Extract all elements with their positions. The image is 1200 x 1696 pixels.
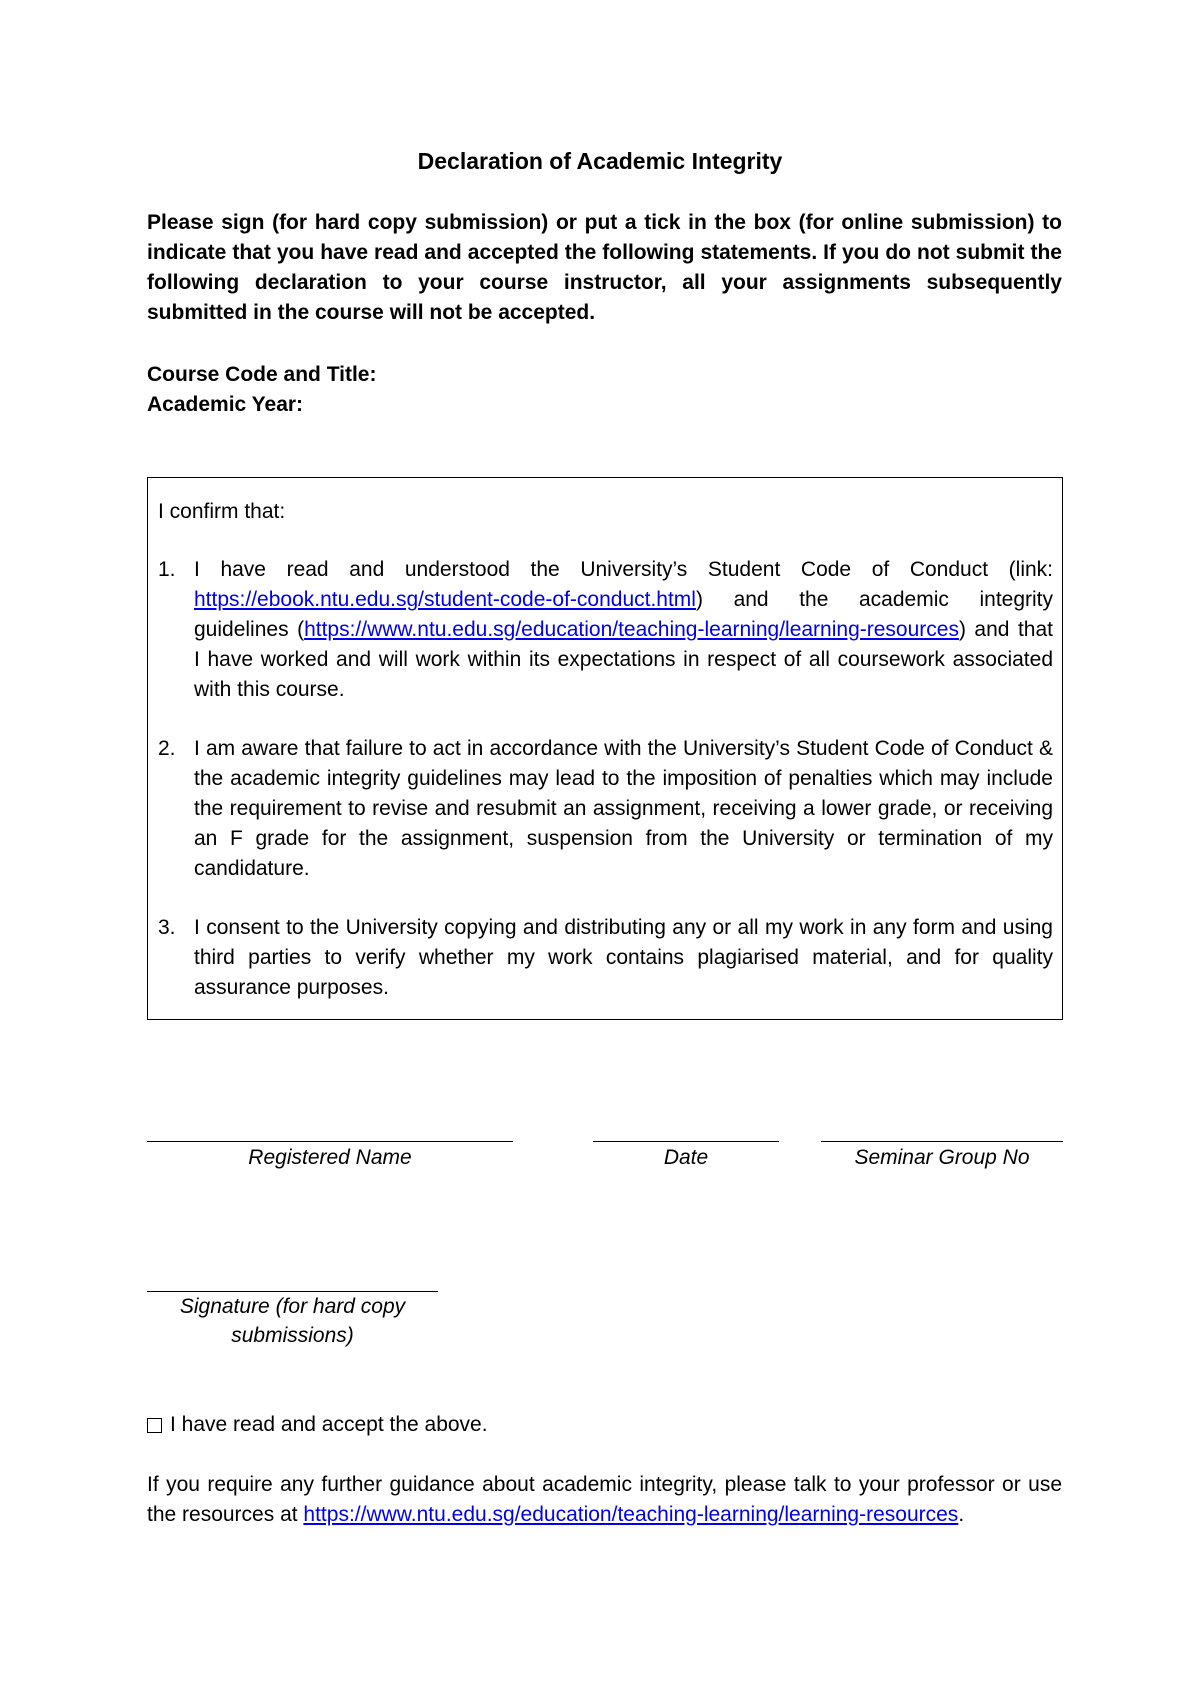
registered-name-label: Registered Name [248,1146,412,1169]
statement-number: 1. [158,558,176,581]
footer-guidance [147,1470,1062,1530]
confirm-heading: I confirm that: [158,500,286,523]
statement-text: I am aware that failure to act in accordance with the University’s Student Code of Conduct & the academic integrity guidelines may lead to the imposition of penalties which may include the requirement to revise and resubmit an assignment, receiving a lower grade, or receiving an F grade for the assignment, suspension from the University or termination of my candidature. [194,737,1053,880]
statement-text: I consent to the University copying and distributing any or all my work in any form and using third parties to verify whether my work contains plagiarised material, and for quality assurance purposes. [194,916,1053,999]
intro-paragraph: Please sign (for hard copy submission) or put a tick in the box (for online submission) to indicate that you have read and accepted the following statements. If you do not submit the following declaration to your course instructor, all your assignments subsequently submitted in the course will not be accepted. [147,211,1062,324]
statement-1-text-after: ) and that I have worked and will work within its expectations in respect of all coursework associated with this course. [194,618,1053,701]
page-title: Declaration of Academic Integrity [417,148,783,174]
code-of-conduct-link[interactable]: https://ebook.ntu.edu.sg/student-code-of-conduct.html [194,588,696,611]
course-code-label: Course Code and Title: [147,363,377,386]
academic-year-label: Academic Year: [147,393,304,416]
statement-number: 3. [158,916,176,939]
signature-label: Signature (for hard copy submissions) [179,1295,406,1347]
statement-number: 2. [158,737,176,760]
date-label: Date [663,1146,709,1169]
accept-checkbox[interactable] [147,1418,162,1433]
date-line[interactable] [593,1141,779,1142]
seminar-group-line[interactable] [821,1141,1063,1142]
footer-text-after: . [958,1503,965,1526]
statement-1-text-before: I have read and understood the University’s Student Code of Conduct (link: [194,558,1053,581]
accept-checkbox-label: I have read and accept the above. [170,1413,488,1436]
statement-1-text-middle: ) and the academic integrity guidelines ( [194,588,1053,641]
registered-name-line[interactable] [147,1141,513,1142]
seminar-group-label: Seminar Group No [854,1146,1030,1169]
accept-checkbox-row[interactable] [147,1410,488,1440]
learning-resources-link[interactable]: https://www.ntu.edu.sg/education/teaching-learning/learning-resources [304,618,959,641]
statement-1 [158,555,1053,705]
statement-3 [158,913,1053,1003]
statement-text [194,555,1053,705]
statement-2 [158,734,1053,884]
footer-resources-link[interactable]: https://www.ntu.edu.sg/education/teaching-learning/learning-resources [303,1503,959,1526]
footer-text-before: If you require any further guidance about academic integrity, please talk to your professor or use the resources at [147,1473,1062,1526]
